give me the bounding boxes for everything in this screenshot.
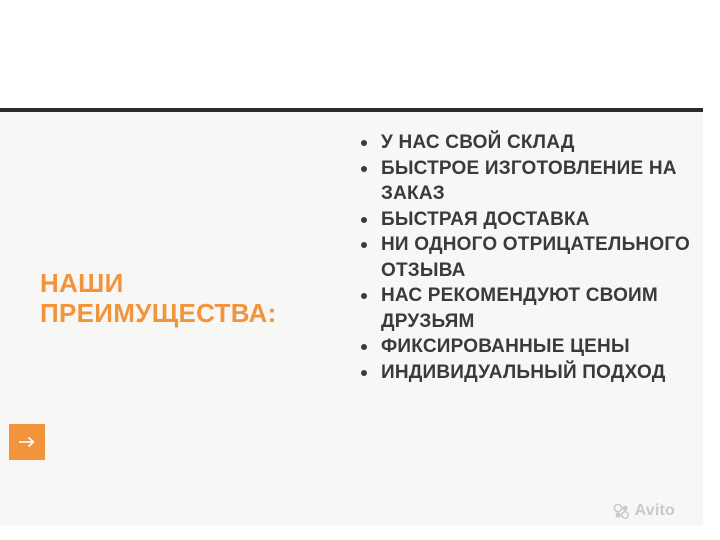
- watermark-label: Avito: [634, 502, 675, 519]
- page-title: [40, 268, 340, 328]
- list-item: НАС РЕКОМЕНДУЮТ СВОИМ ДРУЗЬЯМ: [355, 283, 695, 334]
- slide-bottom-band: [0, 526, 703, 540]
- list-item: У НАС СВОЙ СКЛАД: [355, 130, 695, 156]
- horizontal-divider: [0, 108, 703, 112]
- next-slide-button[interactable]: [9, 424, 45, 460]
- list-item: НИ ОДНОГО ОТРИЦАТЕЛЬНОГО ОТЗЫВА: [355, 232, 695, 283]
- list-item: ФИКСИРОВАННЫЕ ЦЕНЫ: [355, 334, 695, 360]
- slide-right-band: [703, 0, 720, 540]
- avito-logo-icon: [613, 503, 630, 520]
- arrow-right-icon: [18, 436, 36, 448]
- list-item: ИНДИВИДУАЛЬНЫЙ ПОДХОД: [355, 360, 695, 386]
- list-item: БЫСТРАЯ ДОСТАВКА: [355, 207, 695, 233]
- advantages-list: [355, 130, 695, 385]
- page-title-line-2: ПРЕИМУЩЕСТВА:: [40, 298, 277, 328]
- watermark: [613, 502, 675, 520]
- page-title-line-1: НАШИ: [40, 268, 124, 298]
- slide-top-band: [0, 0, 703, 108]
- list-item: БЫСТРОЕ ИЗГОТОВЛЕНИЕ НА ЗАКАЗ: [355, 156, 695, 207]
